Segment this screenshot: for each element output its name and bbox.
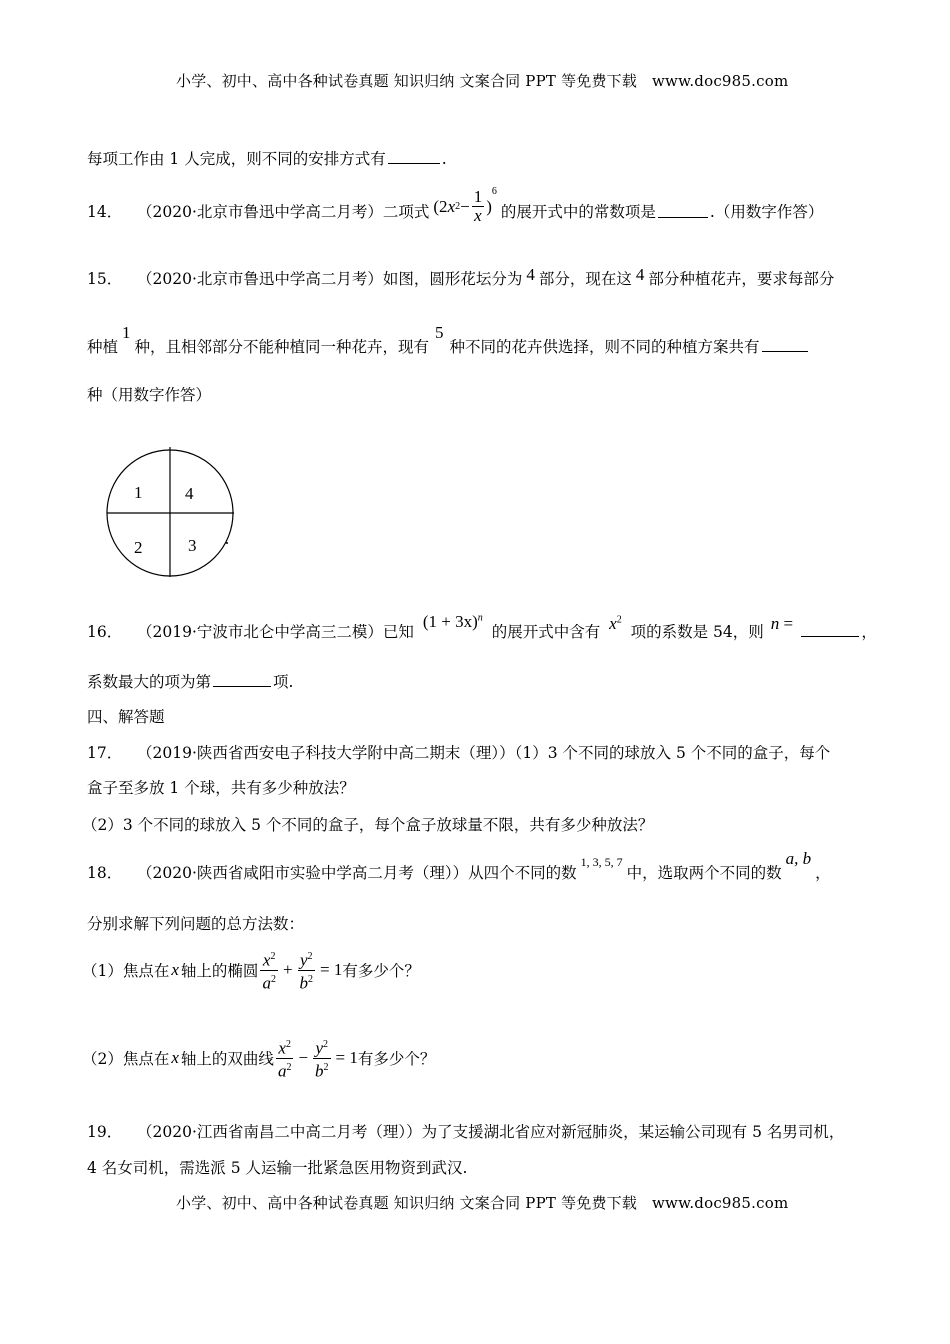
question-15-line2: 种植1种，且相邻部分不能种植同一种花卉，现有5种不同的花卉供选择，则不同的种植方案共有	[87, 335, 810, 357]
region-label-1: 1	[134, 483, 143, 502]
answer-blank	[762, 337, 808, 352]
page-header	[176, 70, 788, 91]
intro-line: 每项工作由 1 人完成，则不同的安排方式有 .	[87, 150, 447, 168]
binomial-formula: $(1 + 3x)^n$	[422, 612, 483, 631]
header-text: 小学、初中、高中各种试卷真题 知识归纳 文案合同 PPT 等免费下载	[176, 72, 638, 90]
flower-bed-diagram	[100, 443, 245, 583]
stray-dot	[226, 542, 228, 544]
region-label-3: 3	[188, 536, 197, 555]
question-16-line1: 16． （2019·宁波市北仑中学高三二模）已知 $(1 + 3x)^n$ 的展开式中含有 $x^2$ 项的系数是 54，则 n = ，	[87, 612, 877, 641]
answer-blank	[388, 149, 440, 164]
question-number: 19．	[87, 1123, 123, 1141]
region-label-4: 4	[185, 484, 194, 503]
question-18-line1: 18． （2020·陕西省咸阳市实验中学高二月考（理））从四个不同的数$^{1, 3, 5, 7}$中，选取两个不同的数a, b，	[87, 849, 831, 882]
question-number: 16．	[87, 623, 123, 641]
question-number: 18．	[87, 864, 123, 882]
page-footer	[176, 1192, 788, 1213]
answer-blank	[213, 672, 271, 687]
answer-blank	[658, 203, 708, 218]
question-17-line2: 盒子至多放 1 个球，共有多少种放法？	[87, 779, 355, 797]
hyperbola-equation: $\frac{x^2}{a^2}$ − $\frac{y^2}{b^2}$ = 1	[274, 1036, 358, 1080]
header-url: www.doc985.com	[651, 72, 789, 90]
answer-blank	[801, 622, 859, 637]
question-17-line1: 17． （2019·陕西省西安电子科技大学附中高二期末（理））（1）3 个不同的球放入 5 个不同的盒子，每个	[87, 744, 831, 762]
question-16-line2: 系数最大的项为第 项.	[87, 673, 294, 691]
question-18-part1: （1）焦点在 x 轴上的椭圆 $\frac{x^2}{a^2}$ + $\frac{y^2}{b^2}$ = 1 有多少个？	[82, 948, 420, 992]
question-14: 14． （2020·北京市鲁迅中学高二月考）二项式 (2 x 2 − $\frac{1}{x}$ ) $^6$ 的展开式中的常数项是 .（用数字作答）	[87, 186, 824, 225]
question-19-line2: 4 名女司机，需选派 5 人运输一批紧急医用物资到武汉.	[87, 1159, 468, 1177]
footer-url: www.doc985.com	[651, 1194, 789, 1212]
question-17-line3: （2）3 个不同的球放入 5 个不同的盒子，每个盒子放球量不限，共有多少种放法？	[82, 816, 654, 834]
question-15-line1: 15． （2020·北京市鲁迅中学高二月考）如图，圆形花坛分为 4 部分，现在这 4 部分种植花卉，要求每部分	[87, 265, 835, 288]
region-label-2: 2	[134, 538, 143, 557]
question-number: 15．	[87, 270, 123, 288]
footer-text: 小学、初中、高中各种试卷真题 知识归纳 文案合同 PPT 等免费下载	[176, 1194, 638, 1212]
section-title: 四、解答题	[87, 708, 165, 726]
binomial-formula: (2 x 2 − $\frac{1}{x}$ ) $^6$	[433, 186, 497, 225]
question-19-line1: 19． （2020·江西省南昌二中高二月考（理））为了支援湖北省应对新冠肺炎，某运输公司现有 5 名男司机，	[87, 1123, 845, 1141]
ellipse-equation: $\frac{x^2}{a^2}$ + $\frac{y^2}{b^2}$ = 1	[258, 948, 342, 992]
question-18-part2: （2）焦点在 x 轴上的双曲线 $\frac{x^2}{a^2}$ − $\frac{y^2}{b^2}$ = 1 有多少个？	[82, 1036, 435, 1080]
question-15-line3: 种（用数字作答）	[87, 386, 212, 404]
question-number: 14．	[87, 202, 123, 221]
question-number: 17．	[87, 744, 123, 762]
question-18-line2: 分别求解下列问题的总方法数：	[87, 915, 305, 933]
